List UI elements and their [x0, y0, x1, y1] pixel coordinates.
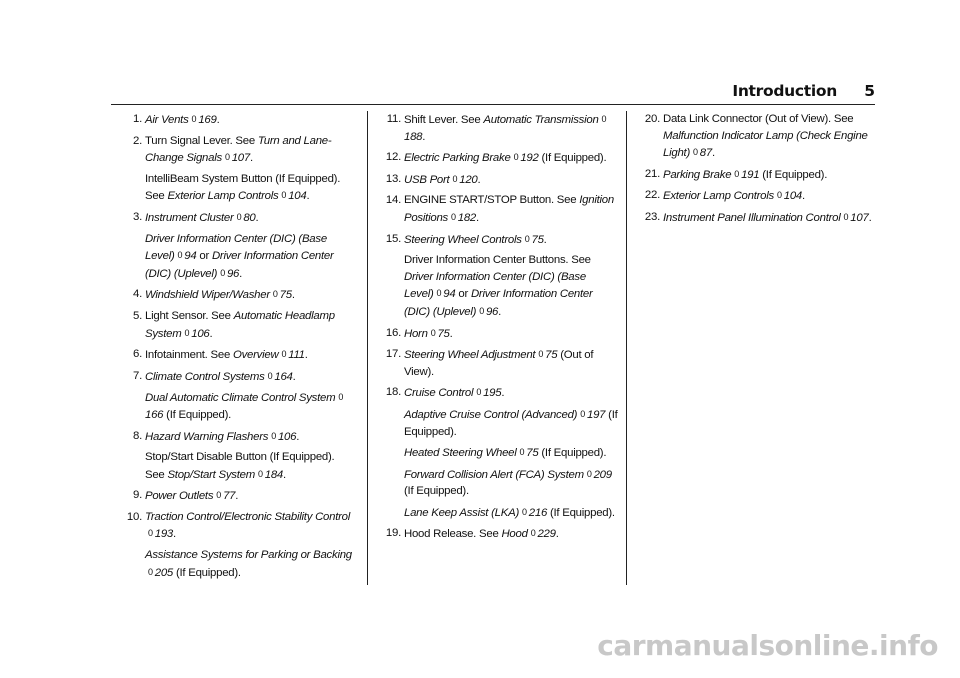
see-reference-icon: 0 — [522, 506, 527, 517]
column-2 — [374, 111, 618, 547]
sub-item — [145, 171, 355, 205]
cross-reference-title: Instrument Cluster — [145, 211, 234, 224]
page-reference[interactable]: 111 — [288, 349, 305, 362]
see-reference-icon: 0 — [148, 528, 153, 539]
item-text: Shift Lever. See — [404, 114, 484, 126]
see-reference-icon: 0 — [257, 468, 263, 479]
see-reference-icon: 0 — [601, 114, 607, 124]
see-reference-icon: 0 — [843, 211, 849, 222]
page-reference[interactable]: 104 — [288, 190, 307, 203]
page-reference[interactable]: 205 — [154, 566, 174, 579]
sub-item — [145, 449, 355, 483]
cross-reference-title: USB Port — [404, 173, 450, 186]
item-text: Driver Information Center Buttons. See — [404, 254, 591, 267]
item-body — [404, 149, 618, 167]
item-text: . — [306, 190, 310, 203]
cross-reference-title: Power Outlets — [145, 490, 214, 503]
sub-item — [145, 547, 355, 581]
see-reference-icon: 0 — [271, 430, 276, 441]
item-number: 9. — [133, 489, 142, 502]
cross-reference-title: Turn and Lane-Change Signals — [145, 134, 332, 165]
item-text: . — [296, 430, 300, 443]
list-item — [115, 133, 355, 205]
item-body — [145, 368, 355, 386]
cross-reference-title: Instrument Panel Illumination Control — [663, 211, 841, 224]
sub-item — [404, 252, 618, 320]
item-text: . — [283, 468, 286, 481]
see-reference-icon: 0 — [281, 349, 287, 360]
page-reference[interactable]: 94 — [443, 288, 456, 301]
item-text: ENGINE START/STOP Button. See — [404, 194, 580, 207]
item-body — [145, 487, 355, 505]
sub-item — [404, 406, 618, 440]
list-item — [115, 487, 355, 505]
item-number: 2. — [133, 134, 142, 147]
item-text: (If Equipped). — [404, 485, 469, 498]
page-reference[interactable]: 191 — [741, 168, 760, 181]
cross-reference-title: Automatic Headlamp System — [145, 309, 335, 340]
page-reference[interactable]: 197 — [586, 408, 606, 421]
item-text: (If Equipped). — [173, 566, 241, 579]
cross-reference-title: Parking Brake — [663, 168, 732, 181]
item-text: . — [292, 370, 296, 383]
item-text: Infotainment. See — [145, 349, 233, 362]
cross-reference-title: Malfunction Indicator Lamp (Check Engine Light) — [663, 129, 868, 160]
see-reference-icon: 0 — [524, 233, 530, 244]
sub-item — [404, 444, 618, 462]
list-item — [115, 428, 355, 484]
cross-reference-title: Heated Steering Wheel — [404, 447, 517, 460]
cross-reference-title: Electric Parking Brake — [404, 152, 511, 165]
page-reference[interactable]: 75 — [531, 233, 544, 246]
item-text: Turn Signal Lever. See — [145, 134, 258, 147]
page-reference[interactable]: 216 — [528, 506, 548, 519]
cross-reference-title: Windshield Wiper/Washer — [145, 289, 270, 302]
item-body — [404, 192, 618, 226]
item-number: 22. — [644, 189, 660, 202]
cross-reference-title: Steering Wheel Controls — [404, 233, 522, 246]
page-reference[interactable]: 106 — [277, 430, 297, 443]
list-item — [115, 209, 355, 282]
cross-reference-title: Driver Information Center (DIC) (Base Level) — [145, 232, 327, 263]
page-reference[interactable]: 229 — [537, 528, 556, 541]
cross-reference-title: Stop/Start System — [167, 468, 255, 481]
item-text: . — [868, 211, 872, 224]
cross-reference-title: Traction Control/Electronic Stability Control — [145, 510, 351, 523]
see-reference-icon: 0 — [224, 152, 230, 163]
see-reference-icon: 0 — [338, 392, 344, 403]
item-text: (If Equipped). — [163, 408, 232, 421]
page-reference[interactable]: 184 — [264, 468, 284, 481]
item-body — [404, 171, 618, 189]
list-item — [374, 384, 618, 521]
list-item — [374, 149, 618, 167]
watermark: carmanualsonline.info — [597, 629, 938, 662]
item-body — [145, 428, 355, 446]
item-body — [145, 209, 355, 227]
item-number: 23. — [644, 210, 660, 223]
item-body — [145, 509, 355, 543]
see-reference-icon: 0 — [267, 370, 273, 381]
item-text: . — [476, 211, 479, 224]
column-divider — [367, 111, 368, 585]
list-item — [633, 111, 878, 162]
see-reference-icon: 0 — [236, 211, 242, 222]
page-reference[interactable]: 182 — [457, 211, 477, 224]
item-body — [145, 286, 355, 304]
item-text: . — [239, 267, 243, 280]
page-reference[interactable]: 169 — [198, 114, 217, 126]
item-text: Hood Release. See — [404, 528, 502, 541]
cross-reference-title: Automatic Transmission — [483, 114, 599, 126]
item-text: . — [543, 233, 547, 246]
cross-reference-title: Overview — [232, 349, 279, 362]
list-item — [115, 509, 355, 581]
cross-reference-title: Steering Wheel Adjustment — [404, 349, 536, 362]
item-number: 13. — [385, 172, 401, 185]
page-reference[interactable]: 106 — [191, 327, 210, 340]
item-number: 16. — [385, 326, 401, 339]
list-item — [374, 231, 618, 321]
list-item — [633, 209, 878, 227]
page-reference[interactable]: 192 — [520, 152, 539, 165]
page-reference[interactable]: 120 — [459, 173, 478, 186]
item-text: . — [711, 147, 715, 160]
item-number: 17. — [385, 348, 401, 361]
item-text: . — [477, 173, 481, 186]
item-text: . — [304, 349, 308, 362]
item-text: (Out of View). — [404, 349, 594, 378]
cross-reference-title: Driver Information Center (DIC) (Base Level) — [404, 270, 586, 301]
list-item — [115, 308, 355, 342]
item-number: 10. — [126, 510, 142, 523]
page-reference[interactable]: 107 — [231, 152, 250, 165]
see-reference-icon: 0 — [436, 288, 442, 299]
item-number: 21. — [644, 167, 660, 180]
page-reference[interactable]: 164 — [274, 370, 293, 383]
see-reference-icon: 0 — [479, 305, 484, 316]
cross-reference-title: Adaptive Cruise Control (Advanced) — [404, 408, 578, 421]
list-item — [374, 346, 618, 380]
item-text: . — [216, 114, 220, 126]
item-text: . — [498, 305, 502, 318]
item-text: IntelliBeam System Button (If Equipped). See — [145, 172, 341, 203]
sub-item — [145, 389, 355, 423]
item-number: 11. — [386, 113, 401, 125]
item-number: 19. — [385, 527, 401, 540]
see-reference-icon: 0 — [776, 190, 782, 201]
see-reference-icon: 0 — [216, 490, 222, 501]
cross-reference-title: Exterior Lamp Controls — [663, 190, 774, 203]
cross-reference-title: Cruise Control — [404, 387, 474, 400]
see-reference-icon: 0 — [220, 267, 225, 278]
item-number: 18. — [385, 386, 401, 399]
sub-item — [404, 466, 618, 500]
cross-reference-title: Hood — [501, 528, 528, 541]
list-item — [633, 187, 878, 205]
cross-reference-title: Air Vents — [145, 114, 189, 126]
list-item — [115, 368, 355, 424]
item-number: 15. — [385, 232, 401, 245]
cross-reference-title: Driver Information Center (DIC) (Uplevel) — [145, 250, 334, 280]
item-text: . — [249, 152, 253, 165]
list-item — [374, 192, 618, 226]
page-reference[interactable]: 166 — [145, 408, 164, 421]
page-reference[interactable]: 193 — [154, 528, 174, 541]
item-text: . — [501, 387, 505, 400]
item-text: or — [196, 250, 212, 263]
cross-reference-title: Horn — [404, 327, 428, 340]
item-body — [145, 308, 355, 342]
item-text: . — [449, 327, 453, 340]
item-text: (If Equipped). — [547, 506, 615, 519]
item-number: 7. — [133, 369, 142, 382]
see-reference-icon: 0 — [281, 190, 287, 201]
cross-reference-title: Exterior Lamp Controls — [167, 190, 279, 203]
see-reference-icon: 0 — [148, 566, 153, 577]
list-item — [115, 286, 355, 304]
column-divider — [626, 111, 627, 585]
item-number: 6. — [133, 348, 142, 361]
page-reference[interactable]: 87 — [699, 147, 712, 160]
item-text: (If Equipped). — [759, 168, 828, 181]
item-body — [663, 187, 878, 205]
page-reference[interactable]: 77 — [223, 490, 236, 503]
see-reference-icon: 0 — [580, 408, 585, 419]
item-number: 8. — [133, 429, 142, 442]
item-body — [404, 346, 618, 380]
list-item — [633, 166, 878, 184]
page-reference[interactable]: 75 — [437, 327, 450, 340]
item-text: . — [173, 528, 176, 541]
item-body — [663, 111, 878, 162]
cross-reference-title: Ignition Positions — [404, 194, 614, 224]
page-reference[interactable]: 75 — [526, 447, 539, 460]
see-reference-icon: 0 — [513, 152, 519, 163]
item-number: 12. — [385, 151, 401, 164]
page-reference[interactable]: 80 — [243, 211, 256, 224]
see-reference-icon: 0 — [177, 250, 183, 261]
item-text: or — [455, 288, 471, 301]
see-reference-icon: 0 — [430, 327, 436, 338]
see-reference-icon: 0 — [734, 168, 740, 179]
item-text: . — [255, 211, 259, 224]
list-item — [374, 525, 618, 543]
cross-reference-title: Forward Collision Alert (FCA) System — [404, 468, 584, 481]
item-number: 4. — [133, 288, 142, 301]
page-reference[interactable]: 94 — [184, 250, 197, 263]
list-item — [115, 346, 355, 364]
cross-reference-title: Driver Information Center (DIC) (Uplevel) — [404, 288, 593, 318]
header-rule — [111, 104, 875, 105]
page-reference[interactable]: 188 — [404, 130, 423, 143]
page-reference[interactable]: 104 — [783, 190, 803, 203]
see-reference-icon: 0 — [191, 114, 197, 124]
item-body — [404, 525, 618, 543]
item-text: . — [802, 190, 805, 203]
page-reference[interactable]: 75 — [545, 349, 558, 362]
item-text: Light Sensor. See — [145, 309, 234, 322]
see-reference-icon: 0 — [519, 447, 525, 458]
cross-reference-title: Lane Keep Assist (LKA) — [404, 506, 520, 519]
list-item — [374, 171, 618, 189]
item-text: (If Equipped). — [538, 152, 607, 165]
page-reference[interactable]: 75 — [279, 289, 292, 302]
see-reference-icon: 0 — [693, 147, 698, 158]
section-title: Introduction — [732, 82, 837, 100]
page-reference[interactable]: 96 — [226, 267, 240, 280]
item-body — [663, 166, 878, 184]
item-body — [404, 111, 618, 145]
item-text: . — [555, 528, 559, 541]
item-text: . — [209, 327, 213, 340]
item-body — [663, 209, 878, 227]
cross-reference-title: Hazard Warning Flashers — [145, 430, 269, 443]
column-3 — [633, 111, 878, 231]
page-reference[interactable]: 209 — [593, 468, 612, 481]
page-reference[interactable]: 107 — [850, 211, 869, 224]
item-body — [404, 231, 618, 249]
see-reference-icon: 0 — [272, 289, 278, 300]
item-body — [145, 346, 355, 364]
item-number: 20. — [644, 113, 660, 125]
item-text: . — [235, 490, 239, 503]
cross-reference-title: Assistance Systems for Parking or Backing — [145, 549, 352, 562]
see-reference-icon: 0 — [530, 528, 536, 539]
item-body — [145, 133, 355, 167]
item-body — [145, 111, 355, 129]
see-reference-icon: 0 — [450, 211, 456, 222]
page-reference[interactable]: 96 — [485, 305, 499, 318]
list-item — [374, 325, 618, 343]
item-text: (If Equipped). — [404, 408, 618, 438]
item-number: 14. — [385, 194, 401, 207]
see-reference-icon: 0 — [476, 387, 482, 398]
item-text: . — [291, 289, 295, 302]
page-number: 5 — [864, 82, 875, 100]
see-reference-icon: 0 — [538, 349, 544, 360]
sub-item — [145, 231, 355, 283]
item-text: (If Equipped). — [538, 447, 607, 460]
see-reference-icon: 0 — [184, 327, 190, 338]
sub-item — [404, 504, 618, 522]
page-reference[interactable]: 195 — [483, 387, 502, 400]
item-text: Stop/Start Disable Button (If Equipped). See — [145, 451, 335, 481]
list-item — [374, 111, 618, 145]
list-item — [115, 111, 355, 129]
see-reference-icon: 0 — [452, 173, 458, 184]
see-reference-icon: 0 — [586, 468, 592, 479]
cross-reference-title: Climate Control Systems — [145, 370, 265, 383]
item-number: 3. — [133, 210, 142, 223]
item-body — [404, 384, 618, 402]
item-body — [404, 325, 618, 343]
column-1 — [115, 111, 355, 585]
item-number: 5. — [133, 309, 142, 322]
item-text: . — [422, 130, 426, 143]
item-text: Data Link Connector (Out of View). See — [663, 113, 854, 125]
item-number: 1. — [133, 113, 142, 125]
cross-reference-title: Dual Automatic Climate Control System — [145, 392, 336, 405]
